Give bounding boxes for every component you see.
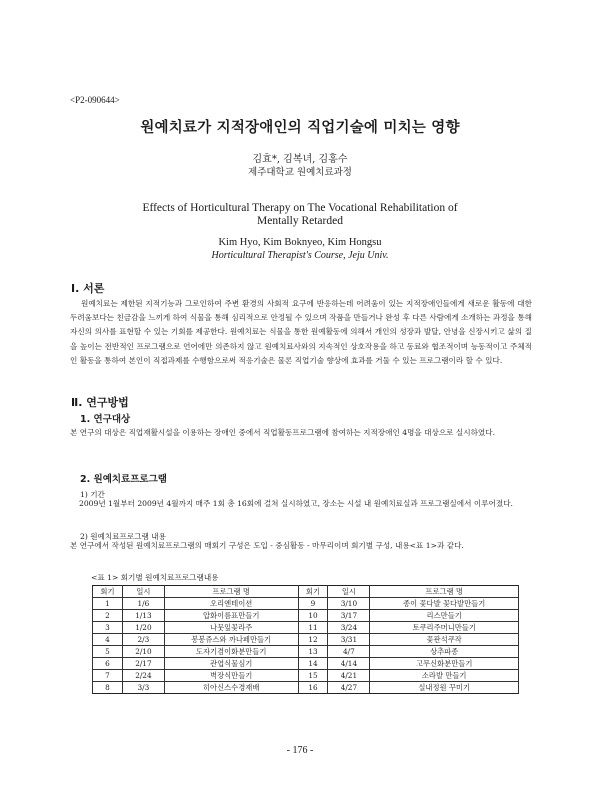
table-cell: 10	[298, 610, 328, 622]
table-cell: 히아신스수경재배	[164, 682, 298, 694]
table-cell: 2/10	[122, 646, 164, 658]
paper-title-korean: 원예치료가 지적장애인의 직업기술에 미치는 영향	[140, 120, 460, 136]
table-cell: 1/20	[122, 622, 164, 634]
table-cell: 상추파종	[370, 646, 519, 658]
table-cell: 소라발 만들기	[370, 670, 519, 682]
table-cell: 4/21	[328, 670, 370, 682]
paper-code: <P2-090644>	[70, 95, 120, 105]
table-row	[93, 646, 519, 658]
table-cell: 고무신화분만들기	[370, 658, 519, 670]
table-cell: 관엽식물심기	[164, 658, 298, 670]
header-program: 프로그램 명	[164, 586, 298, 598]
table-row	[93, 682, 519, 694]
paper-title-english	[60, 202, 540, 228]
table-cell: 12	[298, 634, 328, 646]
item-content-label: 2) 원예치료프로그램 내용	[80, 532, 166, 541]
table-cell: 압화이름표만들기	[164, 610, 298, 622]
table-row	[93, 598, 519, 610]
item-period-label: 1) 기간	[80, 490, 105, 499]
table-cell: 3/3	[122, 682, 164, 694]
program-table	[92, 585, 519, 694]
header-session: 회기	[93, 586, 123, 598]
section-heading-introduction: Ⅰ. 서론	[71, 282, 105, 295]
table-row	[93, 670, 519, 682]
table-cell: 3	[93, 622, 123, 634]
table-cell: 4/27	[328, 682, 370, 694]
subsection-heading-program: 2. 원예치료프로그램	[80, 474, 167, 485]
table-cell: 3/24	[328, 622, 370, 634]
table-cell: 11	[298, 622, 328, 634]
table-cell: 2/24	[122, 670, 164, 682]
table-cell: 오리엔테이션	[164, 598, 298, 610]
title-english-line2: Mentally Retarded	[257, 215, 343, 227]
table-cell: 6	[93, 658, 123, 670]
header-program: 프로그램 명	[370, 586, 519, 598]
table-cell: 3/10	[328, 598, 370, 610]
affiliation-korean: 제주대학교 원예치료과정	[248, 167, 352, 178]
table-cell: 꽃판석쿠작	[370, 634, 519, 646]
table-cell: 종이 꽃다발 꽃다발만들기	[370, 598, 519, 610]
table-cell: 4/14	[328, 658, 370, 670]
table-cell: 2/3	[122, 634, 164, 646]
table-cell: 3/17	[328, 610, 370, 622]
table-cell: 2/17	[122, 658, 164, 670]
authors-korean: 김효*, 김복녀, 김홍수	[252, 154, 348, 165]
content-paragraph: 본 연구에서 작성된 원예치료프로그램의 매회기 구성은 도입 - 중심활동 - 마무리이며 회기별 구성, 내용<표 1>과 같다.	[70, 541, 464, 550]
table-caption: <표 1> 회기별 원예치료프로그램내용	[91, 573, 219, 582]
table-cell: 3/31	[328, 634, 370, 646]
table-cell: 실내정원 꾸미기	[370, 682, 519, 694]
table-row	[93, 634, 519, 646]
table-cell: 9	[298, 598, 328, 610]
title-english-line1: Effects of Horticultural Therapy on The Vocational Rehabilitation of	[142, 202, 458, 214]
subjects-paragraph: 본 연구의 대상은 직업재활시설을 이용하는 장애인 중에서 직업활동프로그램에 참여하는 지적장애인 4명을 대상으로 실시하였다.	[70, 428, 495, 437]
table-cell: 도자기겸이화분만들기	[164, 646, 298, 658]
header-date: 일시	[122, 586, 164, 598]
table-cell: 1/13	[122, 610, 164, 622]
table-cell: 나뭇잎꽃라주	[164, 622, 298, 634]
table-cell: 리스만들기	[370, 610, 519, 622]
table-row	[93, 610, 519, 622]
authors-english: Kim Hyo, Kim Boknyeo, Kim Hongsu	[218, 237, 382, 248]
period-paragraph: 2009년 1월부터 2009년 4월까지 매주 1회 총 16회에 걸쳐 실시하였고, 장소는 시설 내 원예치료실과 프로그램실에서 이루어졌다.	[79, 499, 513, 508]
table-cell: 13	[298, 646, 328, 658]
table-cell: 봉봉쥬스와 까나페만들기	[164, 634, 298, 646]
table-cell: 벽장식만들기	[164, 670, 298, 682]
table-cell: 4	[93, 634, 123, 646]
table-cell: 7	[93, 670, 123, 682]
header-date: 일시	[328, 586, 370, 598]
introduction-paragraph: 원예치료는 제한된 지적기능과 그로인하여 주변 환경의 사회적 요구에 반응하는데 어려움이 있는 지적장애인들에게 새로운 활동에 대한 두려움보다는 친금감을 느끼게 하여 식물을 통해 심리적으로 안정될 수 있으며 작품을 만들거나 완성 후 다른 사람에게 소개하는 과정을 통해 자신의 의사를 표현할 수 있는 기회를 제공한다. 원예치료는 식물을 통한 원예활동에 의해서 개인의 성장과 발달, 안녕을 신장시키고 삶의 질을 높이는 전반적인 프로그램으로 언어에만 의존하지 않고 원예치료사와의 지속적인 상호작용을 하고 동료와 협조적이며 능동적이고 주체적인 활동을 통하여 본인이 직접과제를 수행함으로써 적응기술은 물론 직업기술 향상에 효과를 거둘 수 있는 프로그램이라 할 수 있다.	[70, 299, 532, 365]
table-cell: 14	[298, 658, 328, 670]
table-cell: 16	[298, 682, 328, 694]
table-cell: 1	[93, 598, 123, 610]
table-cell: 4/7	[328, 646, 370, 658]
table-cell: 1/6	[122, 598, 164, 610]
table-cell: 토쿠리주머니만들기	[370, 622, 519, 634]
affiliation-english: Horticultural Therapist's Course, Jeju Univ.	[211, 250, 389, 261]
table-row	[93, 658, 519, 670]
table-cell: 5	[93, 646, 123, 658]
table-cell: 2	[93, 610, 123, 622]
section-heading-methods: Ⅱ. 연구방법	[71, 396, 129, 409]
header-session: 회기	[298, 586, 328, 598]
page-number: - 176 -	[286, 745, 314, 756]
table-header-row	[93, 586, 519, 598]
subsection-heading-subjects: 1. 연구대상	[80, 414, 131, 425]
table-cell: 15	[298, 670, 328, 682]
table-cell: 8	[93, 682, 123, 694]
table-row	[93, 622, 519, 634]
